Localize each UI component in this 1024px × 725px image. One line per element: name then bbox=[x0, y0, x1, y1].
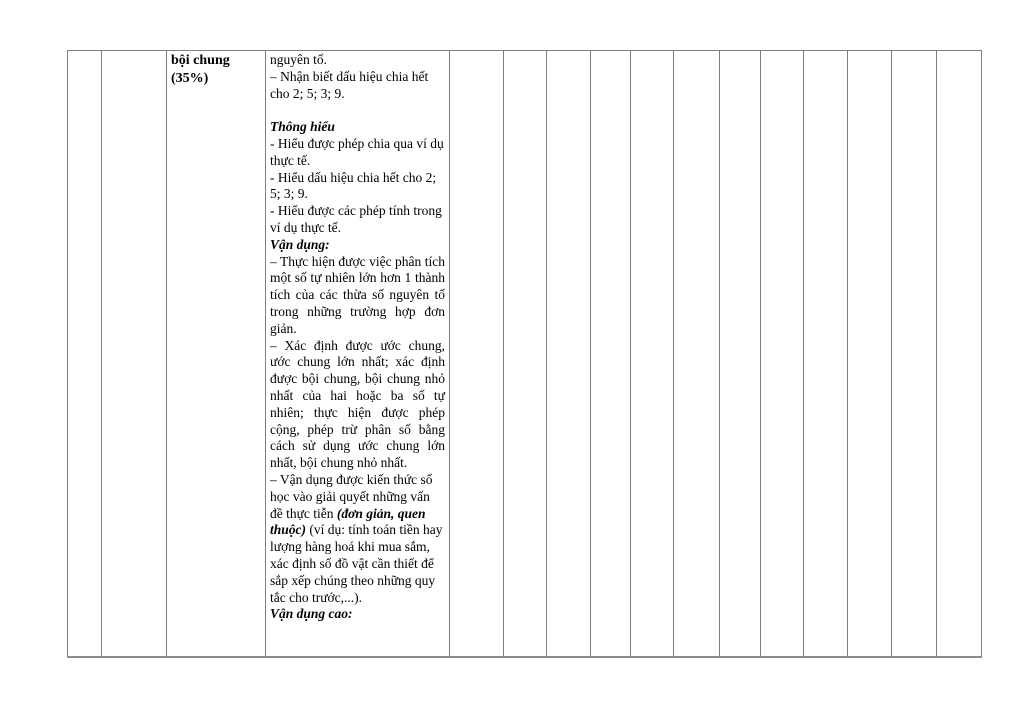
cell-empty-2 bbox=[504, 51, 547, 658]
cell-empty-10 bbox=[848, 51, 892, 658]
cell-empty-5 bbox=[631, 51, 674, 658]
cell-empty-11 bbox=[892, 51, 937, 658]
application-item: – Thực hiện được việc phân tích một số tự nhiên lớn hơn 1 thành tích của các thừa số nguyên tố trong những trường hợp đơn giản. bbox=[270, 253, 445, 336]
content-unit-weight: (35%) bbox=[171, 71, 209, 86]
application-heading: Vận dụng: bbox=[270, 236, 330, 252]
cell-empty-4 bbox=[591, 51, 631, 658]
cell-content-unit bbox=[167, 51, 266, 658]
advanced-application-heading: Vận dụng cao: bbox=[270, 606, 353, 622]
practical-suffix: (ví dụ: tính toán tiền hay lượng hàng hoá khi mua sắm, xác định số đồ vật cần thiết để sắp xếp chúng theo những quy tắc cho trước,...). bbox=[270, 522, 443, 605]
paragraph-spacer bbox=[270, 102, 445, 119]
cell-requirements bbox=[266, 51, 450, 658]
recognition-item: – Nhận biết dấu hiệu chia hết cho 2; 5; 3; 9. bbox=[270, 68, 429, 101]
comprehension-item: - Hiểu được các phép tính trong ví dụ thực tế. bbox=[270, 203, 442, 235]
test-matrix-table bbox=[67, 50, 982, 658]
cell-index bbox=[68, 51, 102, 658]
cell-empty-9 bbox=[804, 51, 848, 658]
cell-empty-7 bbox=[720, 51, 761, 658]
carryover-text: nguyên tố. bbox=[270, 52, 327, 67]
application-item: – Xác định được ước chung, ước chung lớn nhất; xác định được bội chung, bội chung nhỏ nhất của hai hoặc ba số tự nhiên; thực hiện được phép cộng, phép trừ phân số bằng cách sử dụng ước chung lớn nhất, bội chung nhỏ nhất. bbox=[270, 337, 445, 471]
practical-prefix: – Vận dụng được kiến thức số học vào giải quyết những vấn đề thực tiễn bbox=[270, 471, 433, 521]
practical-emphasis: (đơn giản, quen thuộc) bbox=[270, 505, 426, 538]
comprehension-item: - Hiểu dấu hiệu chia hết cho 2; 5; 3; 9. bbox=[270, 169, 437, 202]
comprehension-heading: Thông hiểu bbox=[270, 119, 335, 135]
cell-empty-8 bbox=[761, 51, 804, 658]
comprehension-item: - Hiểu được phép chia qua ví dụ thực tế. bbox=[270, 135, 444, 168]
cell-empty-3 bbox=[547, 51, 591, 658]
matrix-row bbox=[68, 51, 982, 658]
cell-empty-1 bbox=[450, 51, 504, 658]
application-practical-item bbox=[270, 472, 445, 606]
cell-empty-12 bbox=[937, 51, 982, 658]
content-unit-name: bội chung bbox=[171, 53, 230, 68]
cell-empty-6 bbox=[674, 51, 720, 658]
cell-topic-group bbox=[102, 51, 167, 658]
